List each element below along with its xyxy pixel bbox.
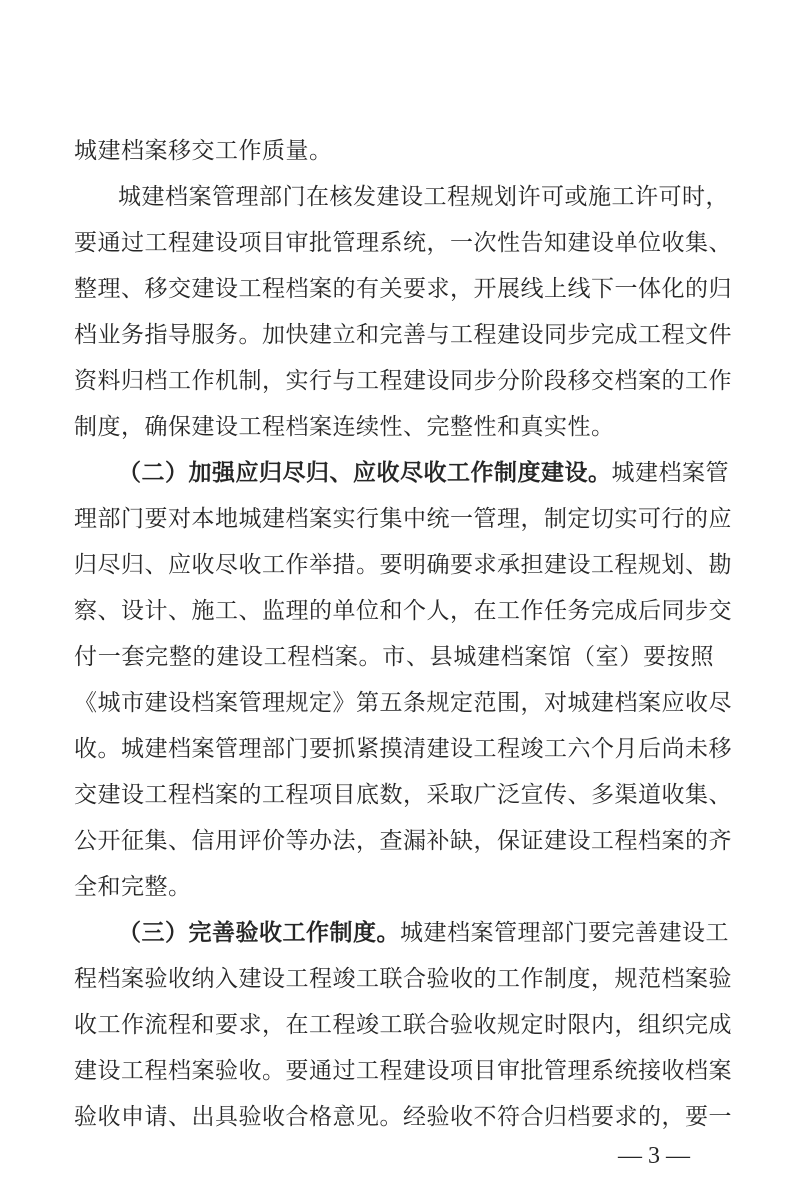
text-line-4: 整理、移交建设工程档案的有关要求，开展线上线下一体化的归	[74, 276, 732, 302]
text-line-15: 交建设工程档案的工程项目底数，采取广泛宣传、多渠道收集、	[74, 782, 732, 808]
text-line-17: 全和完整。	[74, 874, 192, 900]
section-2-heading: （二）加强应归尽归、应收尽收工作制度建设。	[118, 459, 612, 486]
text-line-6: 资料归档工作机制，实行与工程建设同步分阶段移交档案的工作	[74, 368, 732, 394]
text-line-13: 《城市建设档案管理规定》第五条规定范围，对城建档案应收尽	[74, 690, 732, 716]
text-line-5: 档业务指导服务。加快建立和完善与工程建设同步完成工程文件	[74, 322, 732, 348]
section-3-heading: （三）完善验收工作制度。	[118, 919, 400, 946]
section-3-first-line: （三）完善验收工作制度。城建档案管理部门要完善建设工	[118, 919, 729, 946]
text-line-1: 城建档案移交工作质量。	[74, 138, 333, 164]
page-number: — 3 —	[618, 1143, 690, 1169]
text-line-20: 收工作流程和要求，在工程竣工联合验收规定时限内，组织完成	[74, 1012, 732, 1038]
text-line-19: 程档案验收纳入建设工程竣工联合验收的工作制度，规范档案验	[74, 966, 732, 992]
text-line-2: 城建档案管理部门在核发建设工程规划许可或施工许可时，	[118, 184, 729, 210]
text-line-9: 理部门要对本地城建档案实行集中统一管理，制定切实可行的应	[74, 506, 732, 532]
text-line-21: 建设工程档案验收。要通过工程建设项目审批管理系统接收档案	[74, 1058, 732, 1084]
text-line-14: 收。城建档案管理部门要抓紧摸清建设工程竣工六个月后尚未移	[74, 736, 732, 762]
text-line-11: 察、设计、施工、监理的单位和个人，在工作任务完成后同步交	[74, 598, 732, 624]
text-line-16: 公开征集、信用评价等办法，查漏补缺，保证建设工程档案的齐	[74, 828, 732, 854]
text-line-22: 验收申请、出具验收合格意见。经验收不符合归档要求的，要一	[74, 1104, 732, 1130]
section-2-first-line: （二）加强应归尽归、应收尽收工作制度建设。城建档案管	[118, 459, 729, 486]
text-line-7: 制度，确保建设工程档案连续性、完整性和真实性。	[74, 414, 615, 440]
text-line-12: 付一套完整的建设工程档案。市、县城建档案馆（室）要按照	[74, 644, 714, 670]
text-line-10: 归尽归、应收尽收工作举措。要明确要求承担建设工程规划、勘	[74, 552, 732, 578]
text-line-3: 要通过工程建设项目审批管理系统，一次性告知建设单位收集、	[74, 230, 732, 256]
